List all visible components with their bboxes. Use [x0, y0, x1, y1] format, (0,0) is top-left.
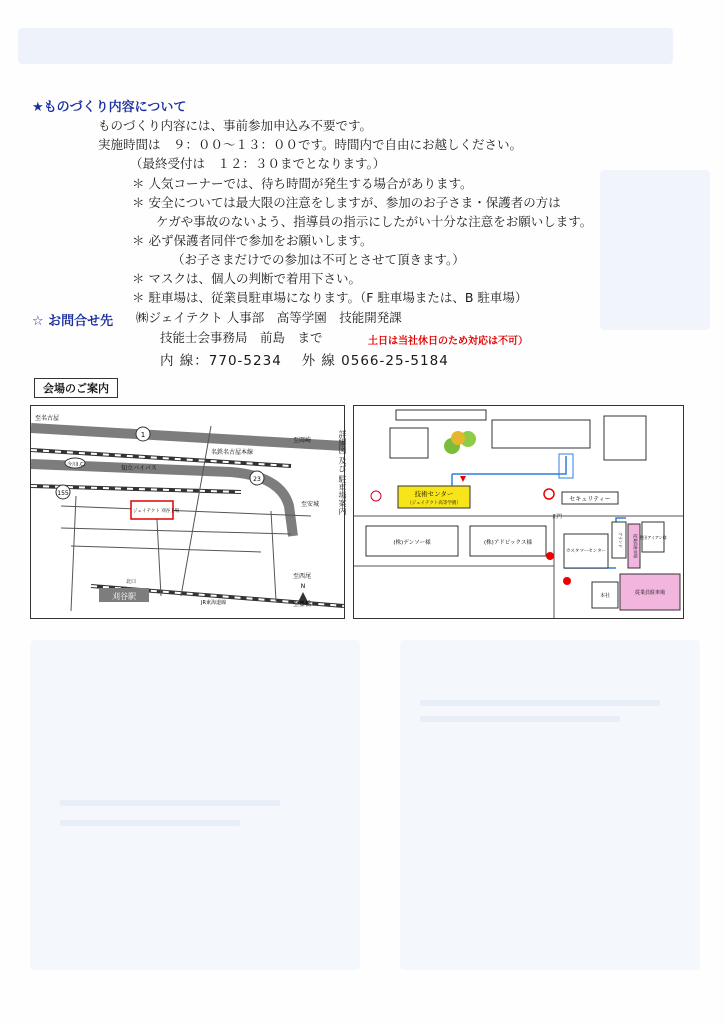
body-line: （最終受付は １２：３０までとなります。） — [130, 156, 386, 171]
bullet-line-cont: ケガや事故のないよう、指導員の指示にしたがい十分な注意をお願いします。 — [156, 214, 593, 229]
label-kariya-ic: 今川I.C. — [67, 462, 86, 468]
bullet-line: ＊ 人気コーナーでは、待ち時間が発生する場合があります。 — [132, 176, 473, 191]
bullet-line: ＊ 駐車場は、従業員駐車場になります。（F 駐車場または、B 駐車場） — [132, 290, 528, 305]
label-advics: (株)アドビックス様 — [483, 540, 533, 546]
label-honsha: 本社 — [599, 593, 611, 599]
label-station: 刈谷駅 — [112, 592, 136, 601]
bullet-line: ＊ マスクは、個人の判断で着用下さい。 — [132, 271, 361, 286]
ghost-block-right — [600, 170, 710, 330]
detail-map — [353, 405, 684, 619]
contact-phone: 内 線：770-5234 外 線 0566-25-5184 — [160, 353, 449, 369]
label-denso: (株)デンソー様 — [393, 540, 431, 546]
body-line: ものづくり内容には、事前参加申込み不要です。 — [98, 118, 373, 133]
area-map — [30, 405, 345, 619]
label-tech-center: 技術センター — [414, 490, 454, 498]
label-gate: 正門 — [552, 514, 563, 520]
north-label: N — [300, 583, 306, 590]
detail-map-svg — [354, 406, 683, 618]
label-customer-center: カスタマーセンター — [565, 549, 607, 554]
label-toyota-iron: 豊田アイアン様 — [639, 535, 667, 540]
label-to-toyohashi: 至豊橋 — [293, 601, 312, 608]
ghost-line — [60, 800, 280, 806]
ghost-block-lower-right — [400, 640, 700, 970]
label-jtekt: ジェイテクト 刈谷工場 — [133, 509, 180, 514]
label-to-nagoya: 至名古屋 — [35, 415, 60, 422]
ghost-band-top — [18, 28, 673, 64]
label-meitetsu: 名鉄名古屋本線 — [211, 449, 254, 456]
contact-office: 技能士会事務局 前島 まで — [160, 330, 323, 345]
label-tech-center-sub: （ジェイテクト高等学園） — [407, 501, 461, 506]
bullet-line: ＊ 安全については最大限の注意をしますが、参加のお子さま・保護者の方は — [132, 195, 561, 210]
bullet-line-cont: （お子さまだけでの参加は不可とさせて頂きます。） — [172, 252, 465, 267]
route23-label: 23 — [253, 476, 261, 483]
body-line: 実施時間は ９：００〜１３：００です。時間内で自由にお越しください。 — [98, 137, 523, 152]
ghost-line — [420, 700, 660, 706]
label-to-nishio: 至西尾 — [293, 573, 312, 580]
route1-label: 1 — [140, 431, 146, 439]
bullet-line: ＊ 必ず保護者同伴で参加をお願いします。 — [132, 233, 373, 248]
section-heading-monozukuri: ★ものづくり内容について — [32, 100, 187, 115]
route155-label: 155 — [57, 490, 69, 497]
label-to-okazaki: 至岡崎 — [293, 437, 312, 444]
label-to-anjo: 至安城 — [301, 501, 320, 508]
label-security: セキュリティー — [569, 496, 611, 503]
contact-weekend-note: 土日は当社休日のため対応は不可） — [368, 336, 528, 347]
contact-org: ㈱ジェイテクト 人事部 高等学園 技能開発課 — [136, 310, 402, 325]
section-heading-contact: ☆ お問合せ先 — [32, 314, 114, 329]
area-map-svg — [31, 406, 344, 618]
label-bypass: 知立バイパス — [121, 465, 157, 472]
label-parking-b: 従業員駐車場 — [634, 590, 666, 596]
ghost-line — [60, 820, 240, 826]
map-title: 会場のご案内 — [34, 378, 118, 398]
label-parking-f: 従業員駐車場 — [633, 534, 638, 558]
label-ground: グランド — [618, 532, 623, 548]
label-jr-line: JR東海道線 — [201, 600, 226, 606]
label-kitaguchi: 北口 — [126, 579, 137, 585]
ghost-line — [420, 716, 620, 722]
detail-map-side-label: 詳細図 及び 駐車場案内 — [338, 430, 347, 516]
